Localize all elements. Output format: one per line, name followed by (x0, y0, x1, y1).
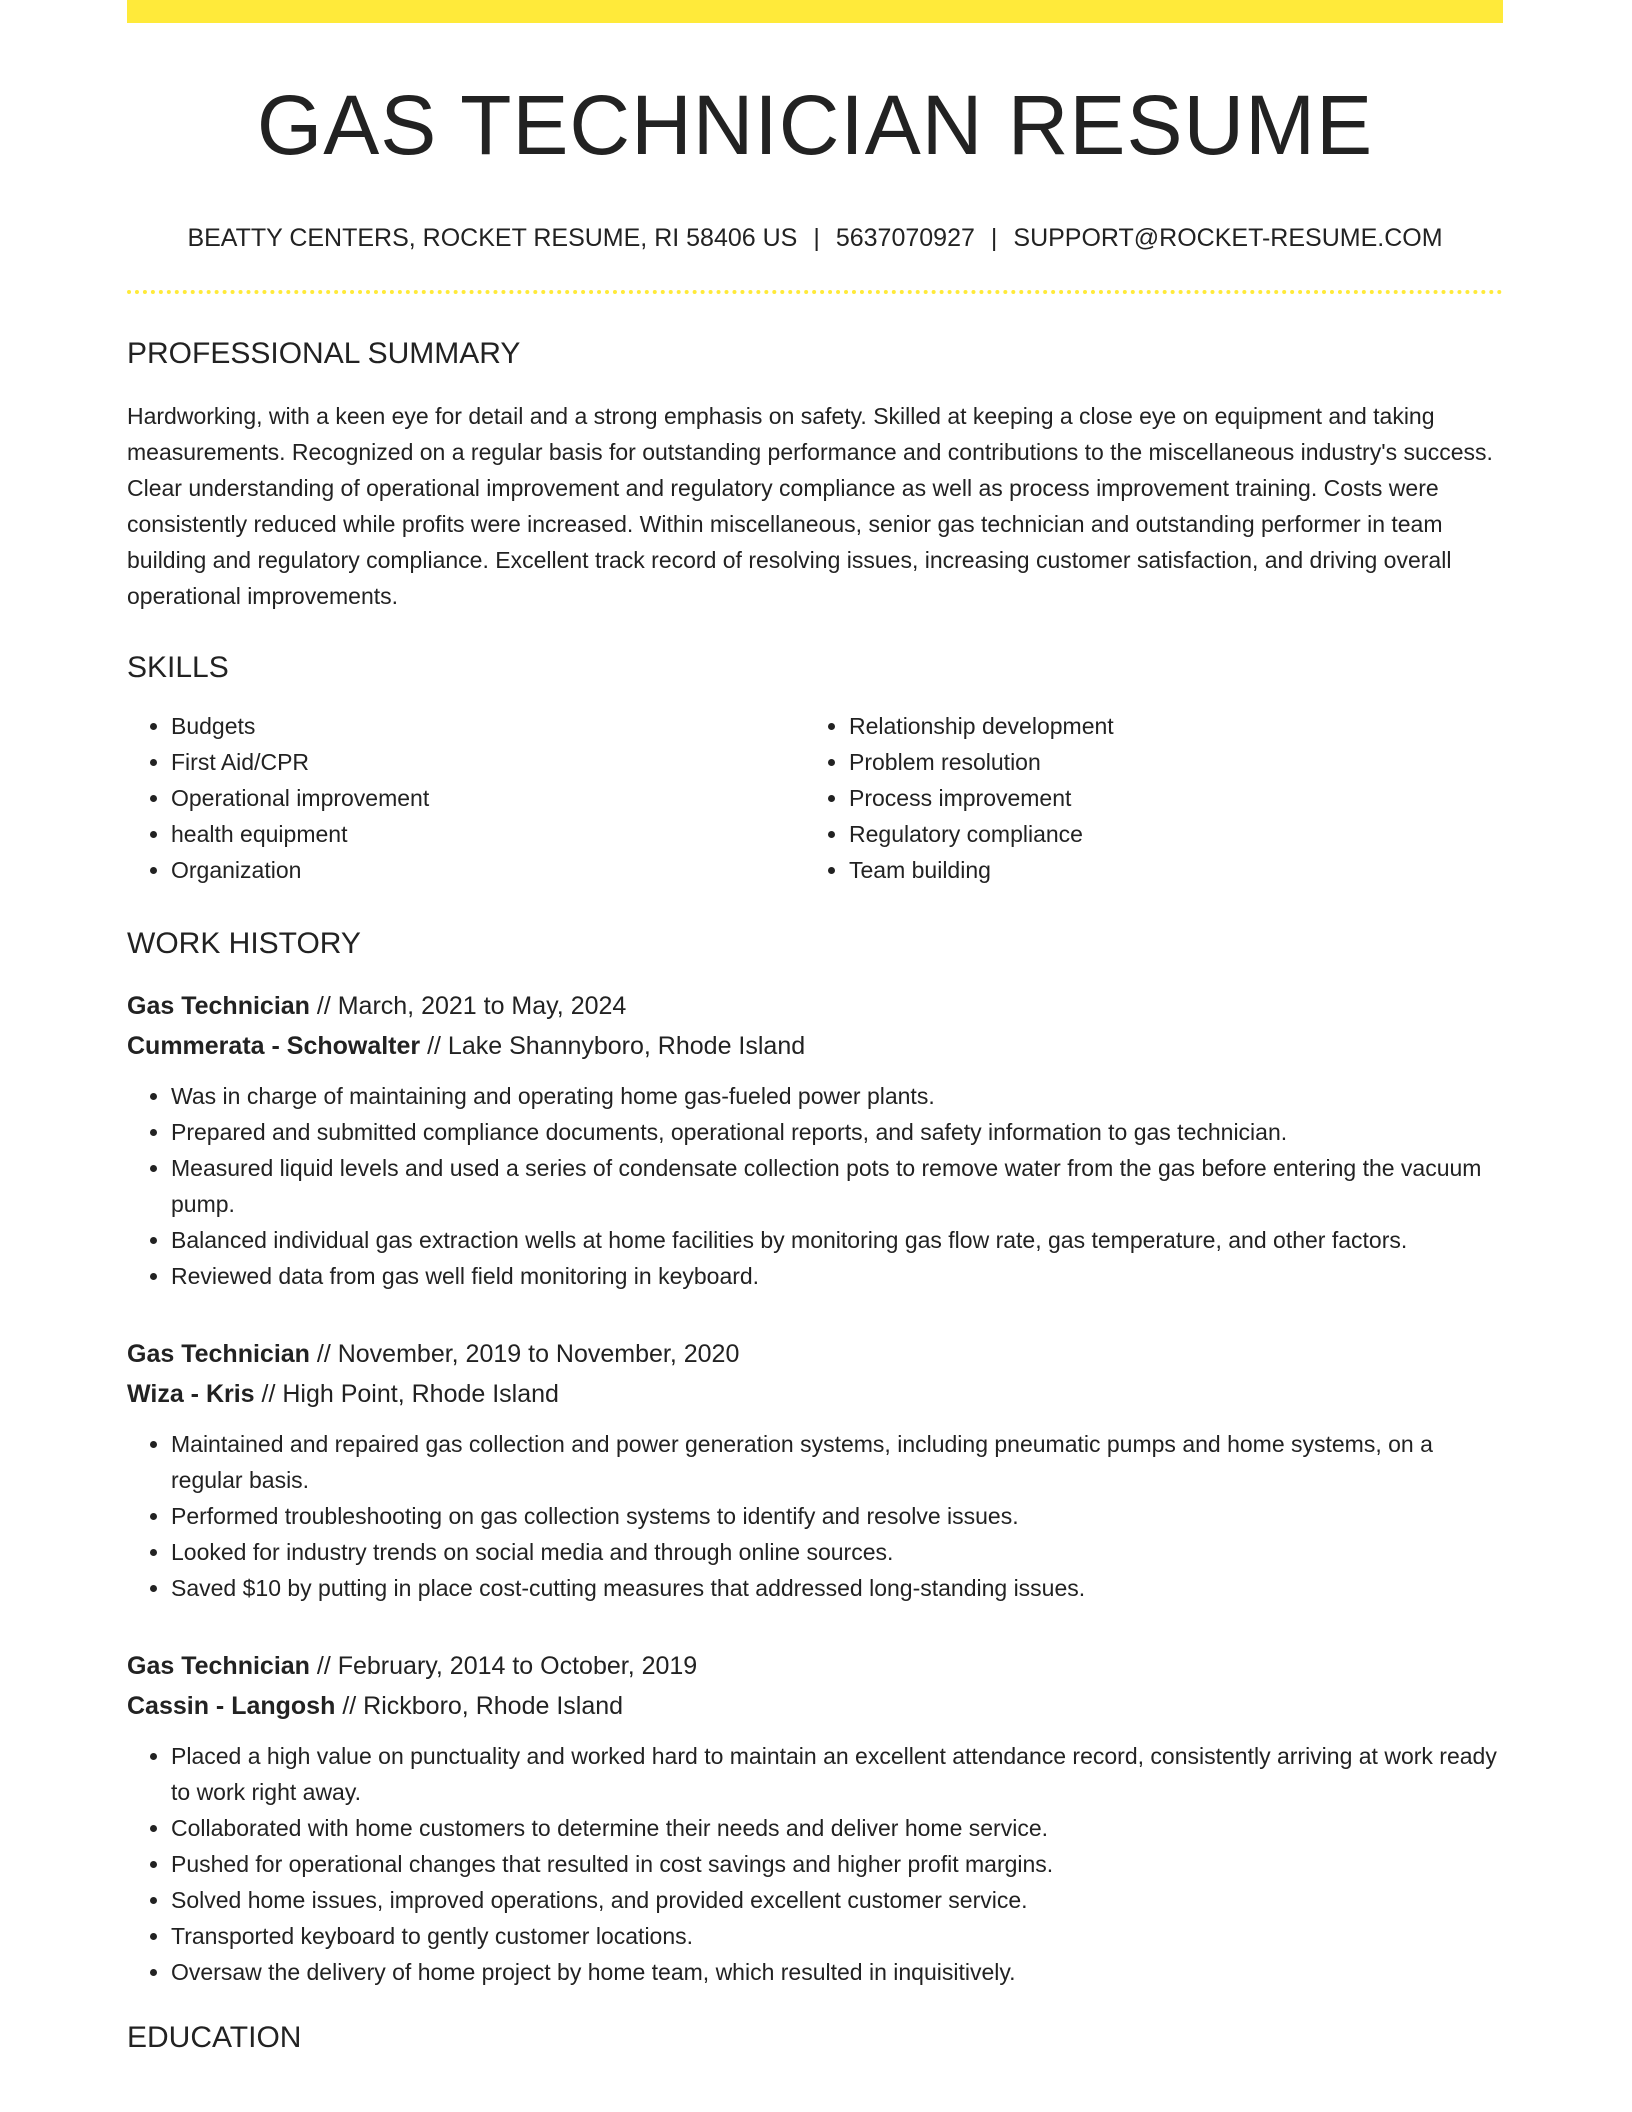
skill-item: • Operational improvement (171, 780, 805, 816)
skill-item: • Regulatory compliance (849, 816, 1483, 852)
job-bullet: • Measured liquid levels and used a series of condensate collection pots to remove water from the gas before entering the vacuum pump. (171, 1150, 1503, 1222)
job-bullet: • Placed a high value on punctuality and worked hard to maintain an excellent attendance record, consistently arriving at work ready to work right away. (171, 1738, 1503, 1810)
job-location: // Rickboro, Rhode Island (342, 1692, 624, 1721)
skill-item: • Relationship development (849, 708, 1483, 744)
job-bullet: • Solved home issues, improved operations, and provided excellent customer service. (171, 1882, 1503, 1918)
job-bullet: • Prepared and submitted compliance documents, operational reports, and safety information to gas technician. (171, 1114, 1503, 1150)
job-title-line (127, 986, 1503, 1026)
job-company-line (127, 1374, 1503, 1414)
job-company: Cummerata - Schowalter (127, 1032, 421, 1061)
job-bullet: • Performed troubleshooting on gas collection systems to identify and resolve issues. (171, 1498, 1503, 1534)
skills-list-left (127, 708, 805, 888)
summary-text: Hardworking, with a keen eye for detail and a strong emphasis on safety. Skilled at keeping a close eye on equipment and taking measurements. Recognized on a regular basis for outstanding performance and contributions to the miscellaneous industry's success. Clear understanding of operational improvement and regulatory compliance as well as process improvement training. Costs were consistently reduced while profits were increased. Within miscellaneous, senior gas technician and outstanding performer in team building and regulatory compliance. Excellent track record of resolving issues, increasing customer satisfaction, and driving overall operational improvements. (127, 403, 1493, 610)
contact-address: BEATTY CENTERS, ROCKET RESUME, RI 58406 US (187, 224, 798, 253)
job-bullet: • Balanced individual gas extraction wells at home facilities by monitoring gas flow rate, gas temperature, and other factors. (171, 1222, 1503, 1258)
job-bullet: • Maintained and repaired gas collection and power generation systems, including pneumatic pumps and home systems, on a regular basis. (171, 1426, 1503, 1498)
job-title-line (127, 1334, 1503, 1374)
skill-item: • Problem resolution (849, 744, 1483, 780)
skill-item: • Process improvement (849, 780, 1483, 816)
dotted-divider (127, 290, 1503, 294)
job-company: Wiza - Kris (127, 1380, 255, 1409)
resume-title: GAS TECHNICIAN RESUME (256, 78, 1374, 172)
job-entry (127, 986, 1503, 1294)
job-bullet: • Looked for industry trends on social media and through online sources. (171, 1534, 1503, 1570)
job-company-line (127, 1026, 1503, 1066)
job-bullet: • Oversaw the delivery of home project by home team, which resulted in inquisitively. (171, 1954, 1503, 1990)
job-dates: // November, 2019 to November, 2020 (316, 1340, 740, 1369)
job-bullet: • Was in charge of maintaining and operating home gas-fueled power plants. (171, 1078, 1503, 1114)
resume-page (127, 0, 1503, 2056)
skills-grid (127, 708, 1503, 888)
job-bullets (127, 1738, 1503, 1990)
skill-item: • Budgets (171, 708, 805, 744)
contact-line (127, 223, 1503, 253)
job-title: Gas Technician (127, 992, 310, 1021)
contact-phone: 5637070927 (835, 224, 975, 253)
skills-heading: SKILLS (127, 651, 229, 685)
job-company: Cassin - Langosh (127, 1692, 336, 1721)
job-dates: // February, 2014 to October, 2019 (316, 1652, 698, 1681)
job-bullets (127, 1426, 1503, 1606)
job-dates: // March, 2021 to May, 2024 (316, 992, 627, 1021)
skill-item: • Team building (849, 852, 1483, 888)
job-bullet: • Reviewed data from gas well field monitoring in keyboard. (171, 1258, 1503, 1294)
skill-item: • health equipment (171, 816, 805, 852)
top-accent-bar (127, 0, 1503, 23)
skills-column-right (805, 708, 1483, 888)
education-heading: EDUCATION (127, 2021, 302, 2055)
work-history-heading: WORK HISTORY (127, 927, 361, 961)
skill-item: • First Aid/CPR (171, 744, 805, 780)
job-bullet: • Pushed for operational changes that resulted in cost savings and higher profit margins. (171, 1846, 1503, 1882)
skills-list-right (805, 708, 1483, 888)
job-entry (127, 1334, 1503, 1606)
job-location: // Lake Shannyboro, Rhode Island (427, 1032, 806, 1061)
job-bullet: • Saved $10 by putting in place cost-cutting measures that addressed long-standing issues. (171, 1570, 1503, 1606)
contact-email: SUPPORT@ROCKET-RESUME.COM (1013, 224, 1443, 253)
job-title: Gas Technician (127, 1652, 310, 1681)
job-bullets (127, 1078, 1503, 1294)
job-title: Gas Technician (127, 1340, 310, 1369)
skill-item: • Organization (171, 852, 805, 888)
job-location: // High Point, Rhode Island (261, 1380, 559, 1409)
contact-separator: | (990, 224, 998, 253)
job-bullet: • Collaborated with home customers to determine their needs and deliver home service. (171, 1810, 1503, 1846)
contact-separator: | (813, 224, 820, 253)
skills-column-left (127, 708, 805, 888)
job-company-line (127, 1686, 1503, 1726)
job-bullet: • Transported keyboard to gently customer locations. (171, 1918, 1503, 1954)
summary-heading: PROFESSIONAL SUMMARY (127, 337, 521, 371)
job-entry (127, 1646, 1503, 1990)
job-title-line (127, 1646, 1503, 1686)
